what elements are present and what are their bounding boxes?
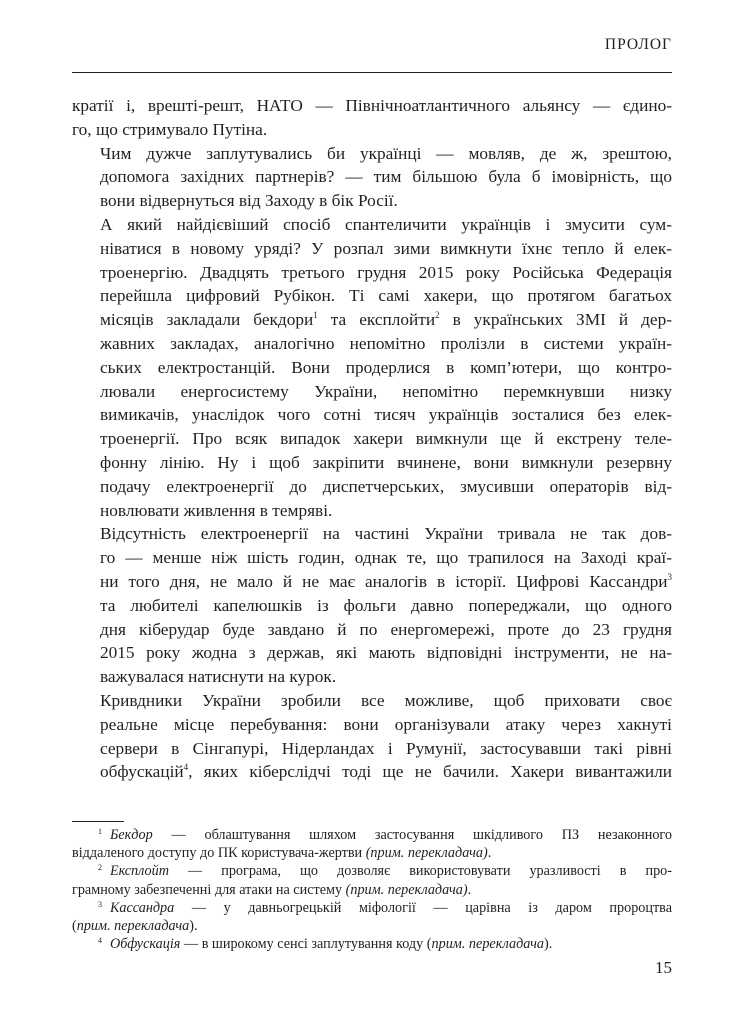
footnote-text: — у давньогрецькій міфології — царівна із даром пророцтва — [174, 899, 672, 916]
footnote-text: віддаленого доступу до ПК користувача-жертви — [72, 845, 366, 862]
footnote-ref-3[interactable]: 3 — [667, 571, 672, 582]
text-line: сервери в Сінгапурі, Нідерландах і Румунії, застосувавши такі рівні — [100, 738, 672, 758]
translator-note: (прим. перекладача) — [345, 881, 468, 898]
text-line: допомога західних партнерів? — тим більшою була б імовірність, що — [100, 167, 672, 187]
paragraph-1 — [72, 94, 672, 142]
translator-note: (прим. перекладача) — [365, 845, 488, 862]
footnote-term: Бекдор — [110, 827, 153, 843]
text-line: троенергії. Про всяк випадок хакери вимкнули ще й екстрену теле- — [100, 429, 672, 449]
text-line: лювали енергосистему України, непомітно перемкнувши низку — [100, 381, 672, 401]
translator-note: прим. перекладача — [76, 918, 190, 935]
main-text — [72, 94, 672, 784]
footnote-4 — [72, 935, 672, 953]
text-line: А який найдієвіший спосіб спантеличити українців і змусити сум- — [100, 214, 672, 234]
paragraph-2 — [72, 142, 672, 213]
footnote-term: Обфускація — [110, 936, 181, 953]
text-line: кратії і, врешті-решт, НАТО — Північноатлантичного альянсу — єдино- — [72, 96, 672, 115]
footnote-number: 4 — [98, 936, 102, 946]
text-line: новлювати живлення в темряві. — [100, 500, 333, 520]
header-rule — [72, 72, 672, 73]
text-line: вони відвернуться від Заходу в бік Росії. — [100, 191, 398, 211]
footnote-end: ). — [544, 936, 553, 953]
text-line: важувалася натиснути на курок. — [100, 667, 337, 687]
text-run: в українських ЗМІ й дер- — [439, 310, 672, 330]
text-line: Кривдники України зробили все можливе, щоб приховати своє — [100, 690, 672, 710]
footnote-line — [72, 935, 672, 953]
footnote-line — [72, 899, 672, 917]
text-line: перейшла цифровий Рубікон. Ті самі хакери, що протягом багатьох — [100, 286, 672, 306]
text-line — [72, 308, 672, 332]
page-number: 15 — [655, 958, 672, 977]
footnote-ref-2[interactable]: 2 — [435, 310, 440, 321]
text-run: та експлойти — [317, 310, 436, 330]
footnote-text: грамному забезпеченні для атаки на систему — [72, 881, 346, 898]
footnote-line — [72, 862, 672, 880]
footnote-text: — облаштування шляхом застосування шкідливого ПЗ незаконного — [152, 827, 672, 843]
translator-note: прим. перекладача — [431, 936, 545, 953]
footnote-end: ). — [189, 918, 198, 935]
text-line: подачу електроенергії до диспетчерських, змусивши операторів від- — [100, 476, 672, 496]
footnotes — [72, 826, 672, 953]
footnote-1 — [72, 826, 672, 862]
text-line — [72, 760, 672, 784]
footnote-line — [72, 881, 672, 899]
text-line: вимикачів, унаслідок чого сотні тисяч українців зосталися без елек- — [100, 405, 672, 425]
text-run: обфускацій — [100, 762, 184, 782]
text-line: Відсутність електроенергії на частині України тривала не так дов- — [100, 524, 672, 544]
footnote-2 — [72, 862, 672, 898]
text-line — [72, 570, 672, 594]
text-run: , яких кіберслідчі тоді ще не бачили. Хакери вивантажили — [188, 762, 672, 782]
text-line: жавних закладах, аналогічно непомітно пролізли в системи україн- — [100, 333, 672, 353]
footnote-line — [72, 844, 672, 862]
text-line: реальне місце перебування: вони організували атаку через хакнуті — [100, 714, 672, 734]
footnote-text: ( — [72, 918, 77, 935]
footnote-term: Кассандра — [110, 899, 175, 916]
paragraph-4 — [72, 522, 672, 689]
footnote-end: . — [487, 845, 492, 862]
footnote-number: 3 — [98, 899, 102, 909]
footnote-line — [72, 826, 672, 844]
text-line: ських електростанцій. Вони продерлися в комп’ютери, що контро- — [100, 357, 672, 377]
text-line: дня кіберудар буде завдано й по енергомережі, проте до 23 грудня — [100, 619, 672, 639]
footnote-line — [72, 917, 672, 935]
text-line: фонну лінію. Ну і щоб закріпити вчинене, вони вимкнули резервну — [100, 452, 672, 472]
footnote-ref-4[interactable]: 4 — [183, 762, 189, 773]
text-line: ніватися в новому уряді? У розпал зими вимкнути їхнє тепло й елек- — [100, 238, 672, 258]
footnote-text: — в широкому сенсі заплутування коду ( — [180, 936, 432, 953]
footnote-number: 1 — [98, 827, 102, 836]
text-line: та любителі капелюшків із фольги давно попереджали, що одного — [100, 595, 672, 615]
footnote-ref-1[interactable]: 1 — [313, 310, 318, 321]
text-line: 2015 року жодна з держав, які мають відповідні інструменти, не на- — [100, 643, 672, 663]
paragraph-3 — [72, 213, 672, 522]
text-line: го, що стримувало Путіна. — [72, 119, 268, 139]
footnote-text: — програма, що дозволяє використовувати уразливості в про- — [168, 863, 672, 880]
text-line: Чим дужче заплутувались би українці — мовляв, де ж, зрештою, — [100, 143, 672, 163]
footnote-3 — [72, 899, 672, 935]
footnote-rule — [72, 821, 124, 822]
footnote-end: . — [467, 881, 472, 898]
footnote-term: Експлойт — [110, 863, 169, 880]
footnote-number: 2 — [98, 863, 102, 873]
text-run: місяців закладали бекдори — [100, 310, 314, 330]
text-line: троенергію. Двадцять третього грудня 2015 року Російська Федерація — [100, 262, 672, 282]
running-header: ПРОЛОГ — [604, 36, 672, 53]
text-run: ни того дня, не мало й не має аналогів в історії. Цифрові Кассандри — [100, 571, 668, 591]
text-line: го — менше ніж шість годин, однак те, що трапилося на Заході краї- — [100, 548, 672, 568]
paragraph-5 — [72, 689, 672, 784]
